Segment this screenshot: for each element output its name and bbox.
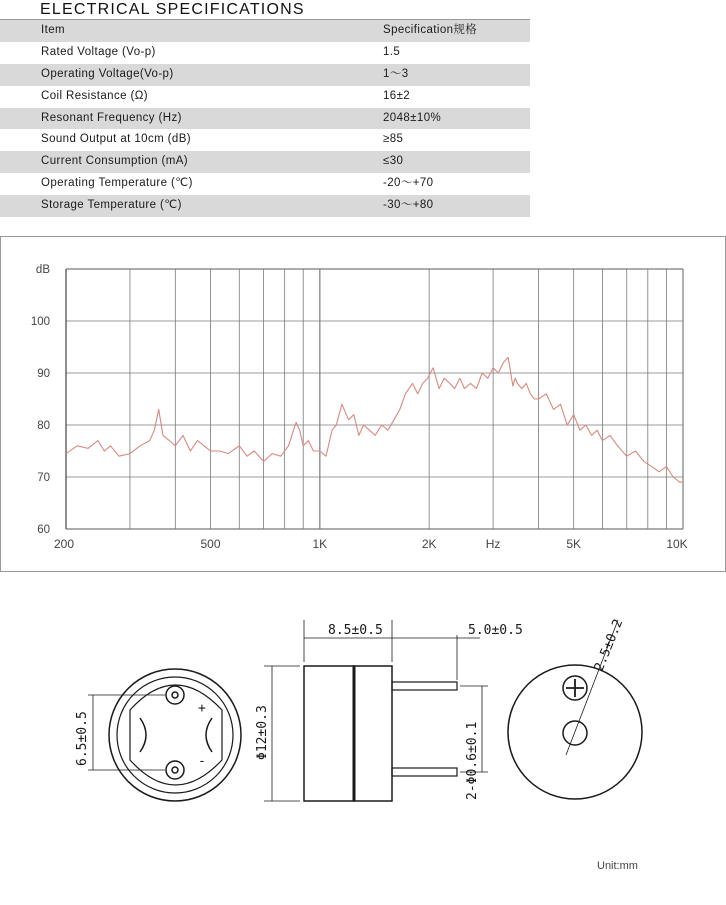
bottom-view-inner-circle <box>117 677 233 793</box>
pin-upper <box>392 682 457 690</box>
spec-row-current-consumption <box>0 151 530 173</box>
pin-top <box>172 692 178 698</box>
mechanical-drawings <box>0 600 726 900</box>
spec-row-rated-voltage <box>0 42 530 64</box>
chart-x-tick-label: 2K <box>421 537 437 551</box>
plus-mark: + <box>198 701 206 716</box>
spec-item-label: Coil Resistance (Ω) <box>41 89 148 102</box>
spec-value: -20～+70 <box>383 177 434 190</box>
side-view-body <box>304 666 354 801</box>
chart-x-tick-label: 500 <box>200 537 221 551</box>
pin-lower <box>392 768 457 776</box>
dimension-2-5-label: 2.5±0.2 <box>591 617 627 674</box>
chart-x-tick-label: 1K <box>312 537 328 551</box>
column-header-specification: Specification规格 <box>383 24 478 36</box>
spec-header-row <box>0 20 530 42</box>
chart-x-tick-label: 200 <box>54 537 75 551</box>
mechanical-drawings-svg <box>0 600 726 900</box>
chart-x-tick-label: 5K <box>566 537 582 551</box>
spec-value: -30～+80 <box>383 199 434 212</box>
chart-y-tick-label: 90 <box>37 368 50 380</box>
dimension-5-0-label: 5.0±0.5 <box>468 623 523 638</box>
top-view-drawing <box>508 620 642 799</box>
dimension-6-5-label: 6.5±0.5 <box>75 711 90 766</box>
chart-series-line <box>66 357 683 482</box>
pin-bottom <box>172 767 178 773</box>
spec-row-operating-voltage <box>0 64 530 86</box>
spec-value: ≥85 <box>383 133 404 146</box>
spec-item-label: Operating Voltage(Vo-p) <box>41 67 174 80</box>
spec-item-label: Current Consumption (mA) <box>41 155 189 168</box>
spec-item-label: Operating Temperature (℃) <box>41 177 193 190</box>
unit-note: Unit:mm <box>597 860 638 872</box>
spec-row-resonant-frequency <box>0 108 530 130</box>
spec-item-label: Storage Temperature (℃) <box>41 199 182 212</box>
spec-item-label: Sound Output at 10cm (dB) <box>41 133 191 146</box>
chart-y-tick-label: 100 <box>30 316 50 328</box>
dimension-pins-label: 2-Φ0.6±0.1 <box>465 721 480 800</box>
chart-x-tick-label: Hz <box>485 537 501 551</box>
dimension-12-label: Φ12±0.3 <box>255 705 270 760</box>
spec-value: 1～3 <box>383 67 409 80</box>
column-header-item: Item <box>41 24 65 36</box>
dimension-8-5-label: 8.5±0.5 <box>328 623 383 638</box>
pin-hole-bottom <box>166 761 184 779</box>
spec-table <box>0 20 530 217</box>
side-view-drawing <box>264 620 488 801</box>
minus-mark: - <box>198 754 206 769</box>
side-view-cap <box>354 666 392 801</box>
bottom-view-left-lobe <box>140 718 146 752</box>
spec-row-coil-resistance <box>0 86 530 108</box>
bottom-view-outer-circle <box>109 669 241 801</box>
spec-item-label: Resonant Frequency (Hz) <box>41 111 182 124</box>
page-title: ELECTRICAL SPECIFICATIONS <box>40 1 305 18</box>
spec-value: 16±2 <box>383 89 411 102</box>
chart-frame <box>1 237 726 572</box>
chart-x-tick-label: 10K <box>666 537 688 551</box>
spec-value: ≤30 <box>383 155 404 168</box>
bottom-view-drawing <box>88 669 241 801</box>
spec-item-label: Rated Voltage (Vo-p) <box>41 45 156 58</box>
chart-y-axis-label: dB <box>35 264 50 276</box>
chart-y-tick-label: 80 <box>37 420 50 432</box>
bottom-view-right-lobe <box>206 718 212 752</box>
chart-y-tick-label: 70 <box>37 472 50 484</box>
spec-row-operating-temperature <box>0 173 530 195</box>
frequency-response-chart-svg <box>0 236 726 572</box>
top-view-sound-hole <box>563 721 587 745</box>
spec-row-sound-output <box>0 129 530 151</box>
spec-row-storage-temperature <box>0 195 530 217</box>
spec-value: 2048±10% <box>383 111 442 124</box>
spec-value: 1.5 <box>383 45 401 58</box>
chart-y-tick-label: 60 <box>37 524 50 536</box>
frequency-response-chart <box>0 236 726 572</box>
pin-hole-top <box>166 686 184 704</box>
